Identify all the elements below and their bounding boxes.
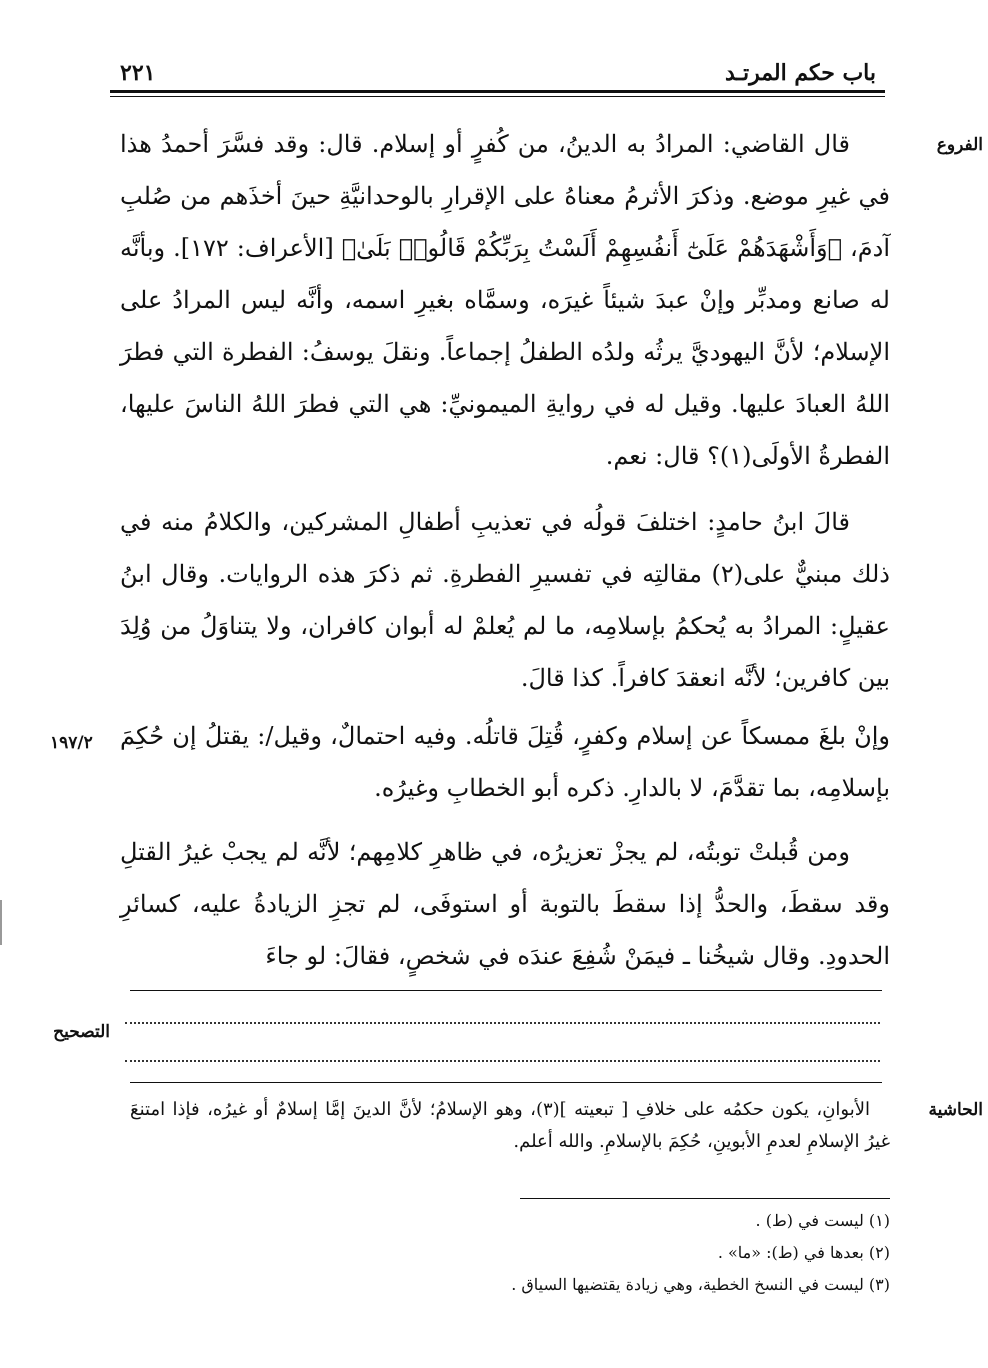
- margin-label-furu: الفروع: [936, 135, 983, 155]
- hashiya-divider: [130, 1082, 882, 1083]
- chapter-title: باب حكم المرتـد: [724, 60, 876, 86]
- page-number: ٢٢١: [120, 60, 156, 86]
- header-rule-thin: [110, 96, 885, 97]
- paragraph-3-text: وإنْ بلغَ ممسكاً عن إسلام وكفرٍ، قُتِلَ قاتلُه. وفيه احتمالٌ، وقيل/: يقتلُ إن حُكِمَ بإسلامِه، بما تقدَّمَ، لا بالدارِ. ذكره أبو الخطابِ وغيرُه.: [120, 722, 890, 802]
- hashiya-text: الأبوانِ، يكون حكمُه على خلافِ [ تبعيته ](٣)، وهو الإسلامُ؛ لأنَّ الدينَ إمَّا إسلامٌ أو غيرُه، فإذا امتنعَ غيرُ الإسلامِ لعدمِ الأبوينِ، حُكِمَ بالإسلامِ. والله أعلم.: [130, 1099, 890, 1152]
- paragraph-1: [120, 118, 890, 482]
- main-text-divider: [130, 990, 882, 991]
- margin-reference: ١٩٧/٢: [50, 733, 93, 753]
- footnote-1: (١) ليست في (ط) .: [755, 1211, 890, 1230]
- footnote-list: [130, 1205, 890, 1301]
- footnote-3: (٣) ليست في النسخ الخطية، وهي زيادة يقتضيها السياق .: [511, 1275, 890, 1294]
- header-rule-thick: [110, 90, 885, 93]
- paragraph-4: [120, 826, 890, 982]
- margin-label-hashiya: الحاشية: [928, 1100, 983, 1120]
- tashih-dotted-line-1: [125, 1022, 880, 1024]
- paragraph-3: [120, 710, 890, 814]
- paragraph-2: [120, 496, 890, 704]
- tashih-dotted-line-2: [125, 1060, 880, 1062]
- paragraph-1-text: قال القاضي: المرادُ به الدينُ، من كُفرٍ أو إسلام. قال: وقد فسَّرَ أحمدُ هذا في غيرِ موضع. وذكرَ الأثرمُ معناهُ على الإقرارِ بالوحدانيَّةِ حينَ أخذَهم من صُلبِ آدمَ، ﴿وَأَشْهَدَهُمْ عَلَىٰٓ أَنفُسِهِمْ أَلَسْتُ بِرَبِّكُمْ قَالُوا۟ بَلَىٰ﴾ [الأعراف: ١٧٢]. وبأنَّه له صانع ومدبِّر وإنْ عبدَ شيئاً غيرَه، وسمَّاه بغيرِ اسمه، وأنَّه ليس المرادُ على الإسلام؛ لأنَّ اليهوديَّ يرثُه ولدُه الطفلُ إجماعاً. ونقلَ يوسفُ: الفطرة التي فطرَ اللهُ العبادَ عليها. وقيل له في روايةِ الميمونيِّ: هي التي فطرَ اللهُ الناسَ عليها، الفطرةُ الأولَى(١)؟ قال: نعم.: [120, 130, 891, 470]
- paragraph-2-text: قالَ ابنُ حامدٍ: اختلفَ قولُه في تعذيبِ أطفالِ المشركين، والكلامُ منه في ذلك مبنيٌّ على(٢) مقالتِه في تفسيرِ الفطرةِ. ثم ذكرَ هذه الروايات. وقال ابنُ عقيلٍ: المرادُ به يُحكمُ بإسلامِه، ما لم يُعلمْ له أبوان كافران، ولا يتناوَلُ من وُلِدَ بين كافرين؛ لأنَّه انعقدَ كافراً. كذا قالَ.: [120, 508, 890, 692]
- scan-edge-mark: [0, 900, 2, 945]
- paragraph-4-text: ومن قُبلتْ توبتُه، لم يجزْ تعزيرُه، في ظاهرِ كلامِهم؛ لأنَّه لم يجبْ غيرُ القتلِ وقد سقطَ، والحدُّ إذا سقطَ بالتوبة أو استوفَى، لم تجزِ الزيادةُ عليه، كسائرِ الحدودِ. وقال شيخُنا ـ فيمَنْ شُفِعَ عندَه في شخصٍ، فقالَ: لو جاءَ: [120, 838, 890, 970]
- footnote-divider: [520, 1198, 890, 1199]
- footnote-2: (٢) بعدها في (ط): «ما» .: [717, 1243, 890, 1262]
- margin-label-tashih: التصحيح: [53, 1022, 110, 1042]
